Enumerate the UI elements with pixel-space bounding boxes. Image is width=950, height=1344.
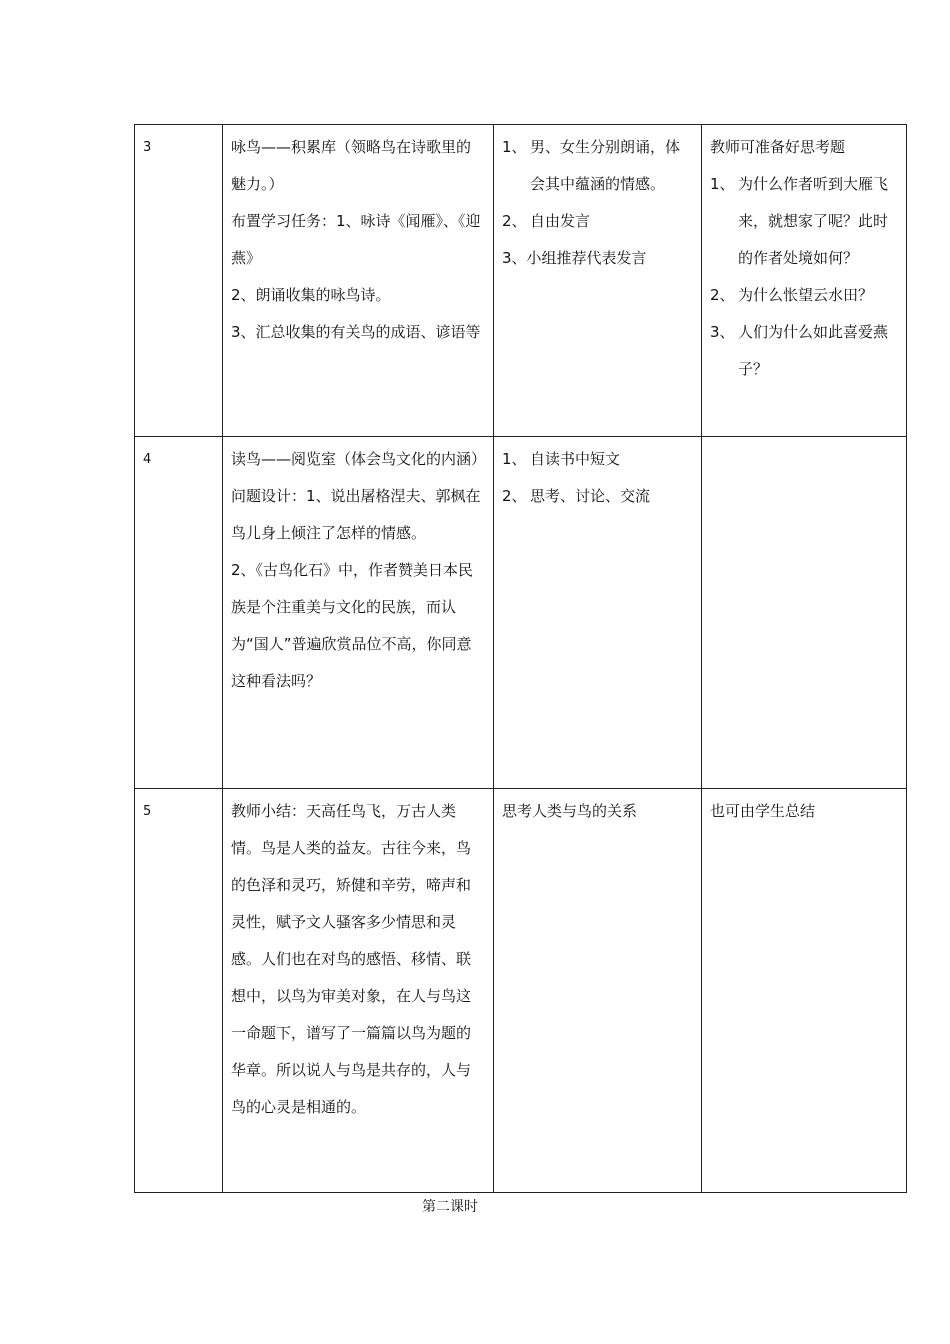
list-item: 2、 自由发言 — [502, 212, 591, 230]
list-item: 3、 人们为什么如此喜爱燕子？ — [710, 323, 889, 378]
list-item: 1、 自读书中短文 — [502, 450, 621, 468]
content-paragraph: 咏鸟——积累库（领略鸟在诗歌里的魅力。） — [231, 138, 472, 193]
list-item: 3、小组推荐代表发言 — [502, 249, 647, 267]
teaching-content-cell — [223, 125, 494, 437]
content-paragraph: 2、《古鸟化石》中，作者赞美日本民族是个注重美与文化的民族，而认为“国人”普遍欣赏品位不高，你同意这种看法吗？ — [231, 561, 474, 690]
content-paragraph: 布置学习任务：1、咏诗《闻雁》、《迎燕》 — [231, 212, 481, 267]
content-paragraph: 2、朗诵收集的咏鸟诗。 — [231, 286, 391, 304]
content-paragraph: 3、汇总收集的有关鸟的成语、谚语等 — [231, 323, 481, 341]
student-activity-cell — [494, 437, 702, 789]
list-item: 2、 为什么怅望云水田？ — [710, 286, 874, 304]
table-row — [135, 125, 907, 437]
teacher-note-cell — [702, 437, 907, 789]
lesson-plan-table — [134, 124, 907, 1193]
content-paragraph: 读鸟——阅览室（体会鸟文化的内涵） — [231, 450, 487, 468]
content-paragraph: 教师小结：天高任鸟飞，万古人类情。鸟是人类的益友。古往今来，鸟的色泽和灵巧，矫健和辛劳，啼声和灵性，赋予文人骚客多少情思和灵感。人们也在对鸟的感悟、移情、联想中，以鸟为审美对象，在人与鸟这一命题下，谱写了一篇篇以鸟为题的华章。所以说人与鸟是共存的，人与鸟的心灵是相通的。 — [231, 802, 472, 1116]
teaching-content-cell — [223, 789, 494, 1193]
list-item: 1、 为什么作者听到大雁飞来，就想家了呢？此时的作者处境如何？ — [710, 175, 889, 267]
student-activity-cell — [494, 125, 702, 437]
step-number: 5 — [135, 789, 223, 1193]
teaching-content-cell — [223, 437, 494, 789]
table-row — [135, 789, 907, 1193]
step-number: 3 — [135, 125, 223, 437]
note-heading: 教师可准备好思考题 — [710, 138, 846, 156]
teacher-note-cell: 也可由学生总结 — [702, 789, 907, 1193]
list-item: 1、 男、女生分别朗诵，体会其中蕴涵的情感。 — [502, 138, 681, 193]
table-row — [135, 437, 907, 789]
teacher-note-cell — [702, 125, 907, 437]
student-activity-cell: 思考人类与鸟的关系 — [494, 789, 702, 1193]
content-paragraph: 问题设计：1、说出屠格涅夫、郭枫在鸟儿身上倾注了怎样的情感。 — [231, 487, 481, 542]
section-caption: 第二课时 — [422, 1199, 478, 1215]
list-item: 2、 思考、讨论、交流 — [502, 487, 651, 505]
step-number: 4 — [135, 437, 223, 789]
